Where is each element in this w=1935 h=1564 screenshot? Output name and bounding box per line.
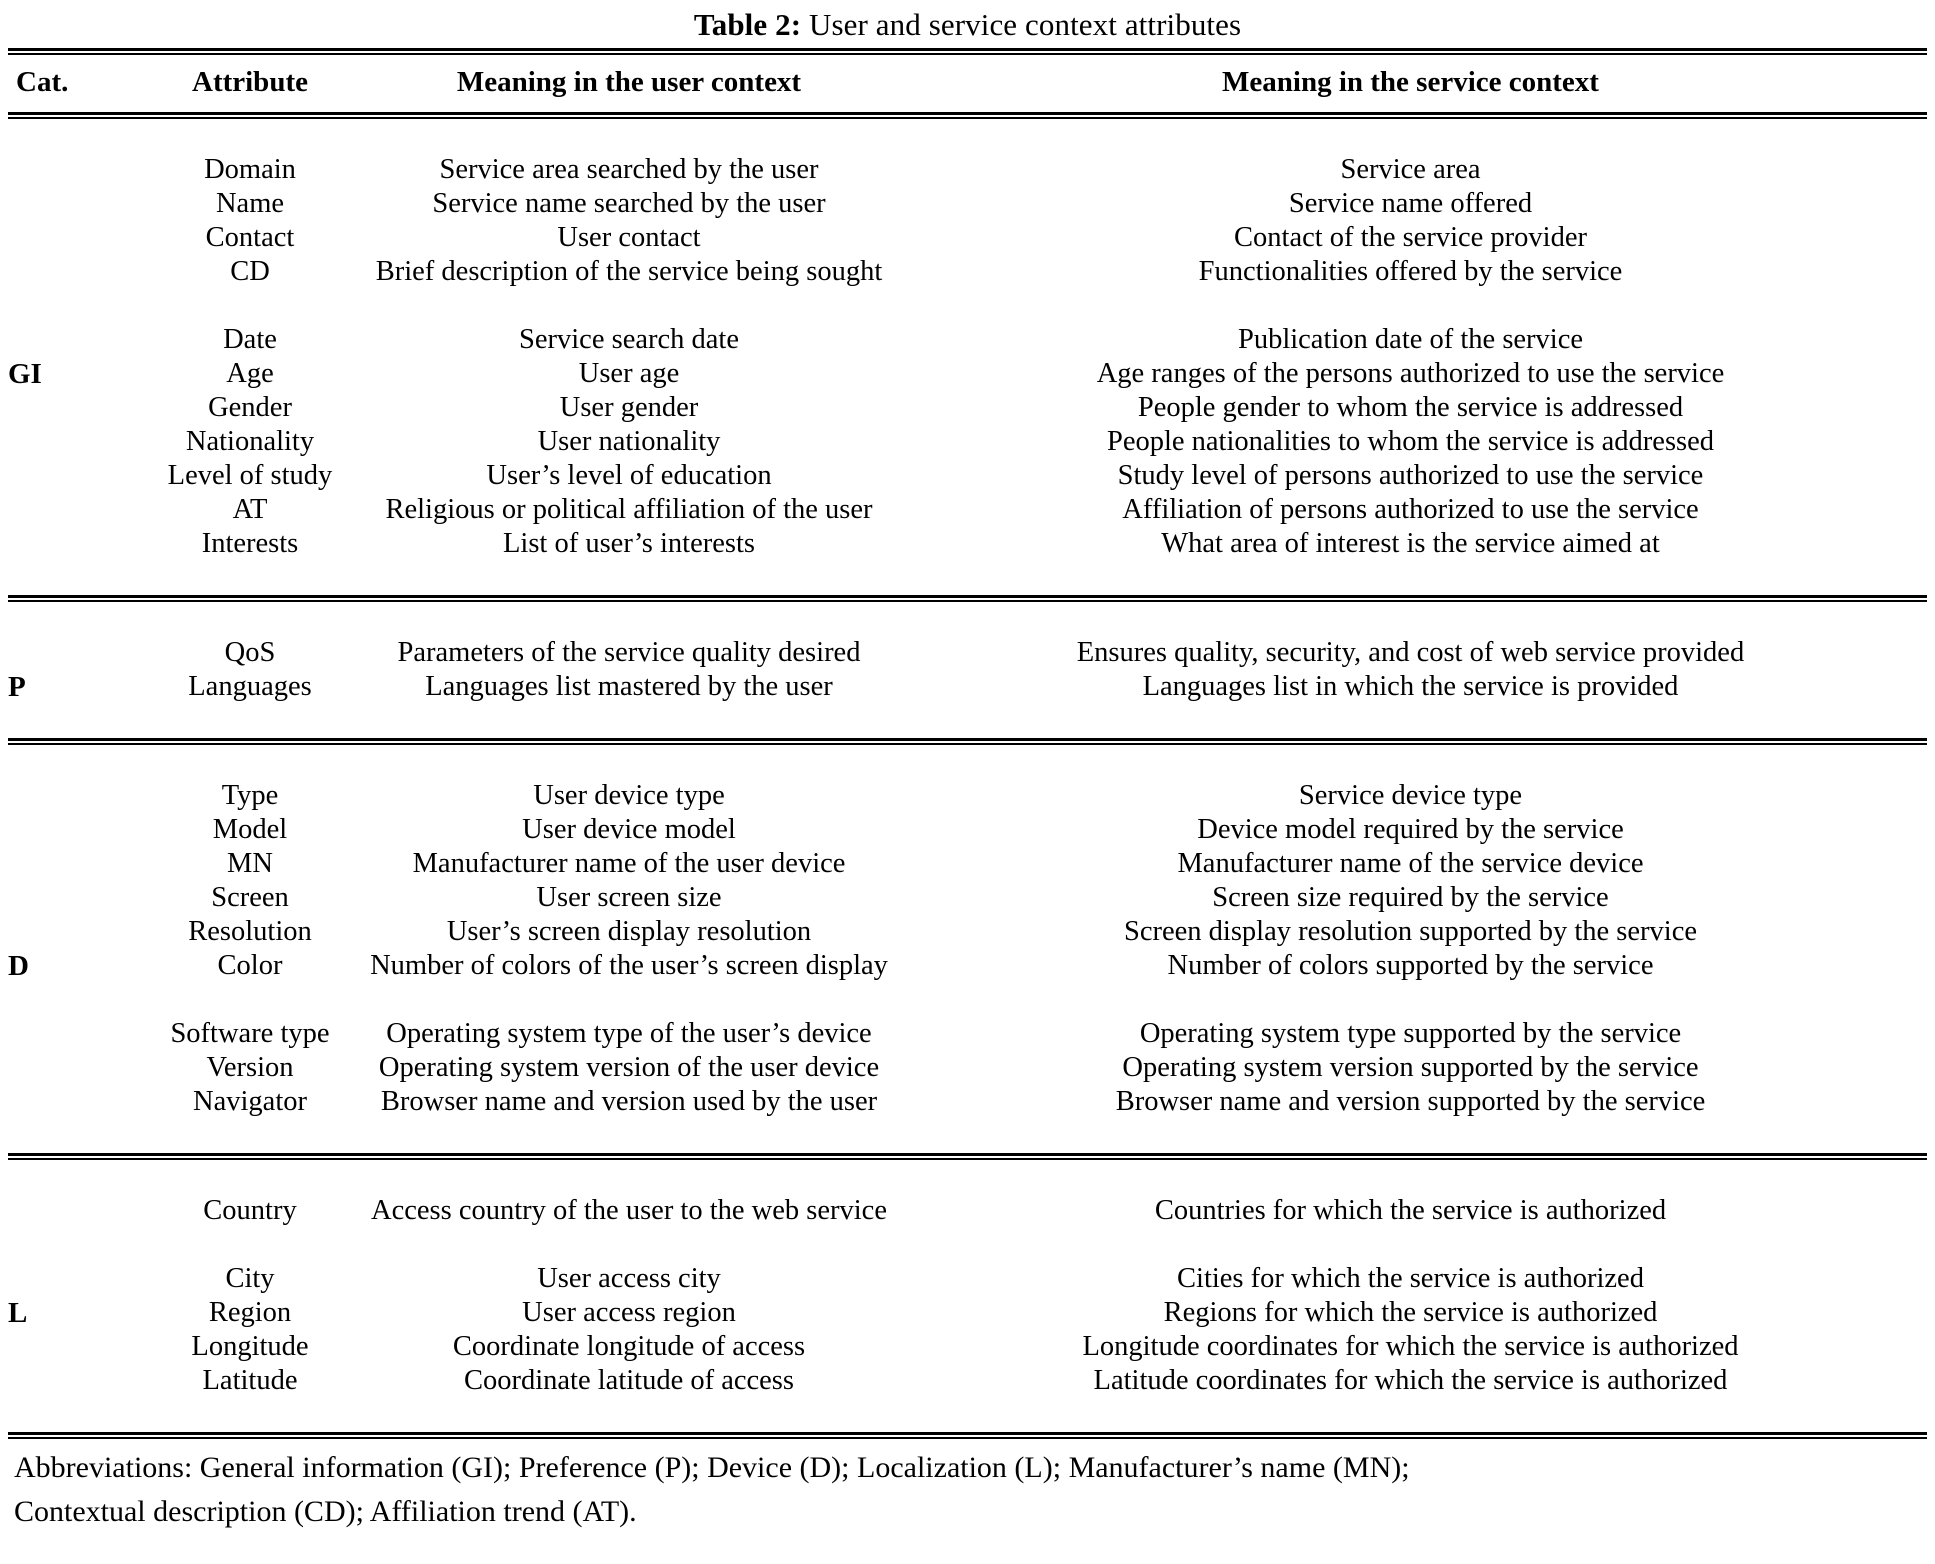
group-gi-pad-bottom [8,561,1927,595]
row-user-meaning: Coordinate latitude of access [463,1365,794,1396]
table-row [8,670,1927,704]
table-row [8,153,1927,187]
row-user-meaning: User’s screen display resolution [446,916,812,947]
table-row [8,1296,1927,1330]
table-top-rule [8,48,1927,55]
row-service-meaning: What area of interest is the service aimed at [1161,528,1660,559]
group-p-pad-top [8,602,1927,636]
row-user-meaning: User age [578,358,680,389]
table-row [8,493,1927,527]
table-row [8,323,1927,357]
header-bottom-rule [8,112,1927,119]
header-cat: Cat. [16,66,69,98]
row-service-meaning: Longitude coordinates for which the service is authorized [1082,1331,1739,1362]
row-service-meaning: Number of colors supported by the service [1167,950,1654,981]
header-rule-cell [8,112,1927,119]
row-attribute: Interests [201,528,299,559]
header-user-context: Meaning in the user context [456,66,802,98]
row-user-meaning: Operating system version of the user device [378,1052,880,1083]
row-attribute: Color [217,950,283,981]
row-service-meaning: Age ranges of the persons authorized to use the service [1096,358,1725,389]
row-service-meaning: Cities for which the service is authorized [1177,1263,1644,1294]
group-p-pad-bottom [8,704,1927,738]
table-header [8,55,1927,119]
row-attribute: City [225,1263,275,1294]
row-attribute: Languages [188,671,312,702]
table-row [8,255,1927,323]
table-row [8,949,1927,1017]
row-user-meaning: Access country of the user to the web service [371,1195,887,1226]
group-separator-rule [8,1153,1927,1160]
group-rule-cell [8,738,1927,745]
header-service-context: Meaning in the service context [1222,66,1599,98]
table-row [8,779,1927,813]
table-row [8,915,1927,949]
row-service-meaning: Regions for which the service is authorized [1163,1297,1658,1328]
group-gi-label: GI [8,358,42,390]
header-row [8,55,1927,112]
row-attribute: Gender [208,392,292,423]
group-rule-cell [8,1153,1927,1160]
group-l-label: L [8,1297,28,1329]
row-attribute: Name [215,188,285,219]
row-service-meaning: Latitude coordinates for which the service is authorized [1093,1365,1728,1396]
group-separator-rule [8,738,1927,745]
row-attribute: Navigator [193,1086,307,1117]
table-row [8,221,1927,255]
table-row [8,1017,1927,1051]
footnote-line-1: Abbreviations: General information (GI); Preference (P); Device (D); Localization (L); Manufacturer’s name (MN); [14,1451,1410,1484]
footnote-line-2: Contextual description (CD); Affiliation trend (AT). [14,1495,637,1528]
table-row [8,1262,1927,1296]
row-attribute: AT [232,494,268,525]
table-row [8,1364,1927,1398]
row-attribute: Region [208,1297,292,1328]
row-service-meaning: Service name offered [1288,188,1533,219]
table-row [8,187,1927,221]
row-user-meaning: User’s level of education [486,460,772,491]
table-row [8,636,1927,670]
group-p [8,602,1927,738]
table-row [8,1330,1927,1364]
group-gi-pad-top [8,119,1927,153]
group-rule-cell [8,595,1927,602]
row-attribute: Screen [211,882,289,913]
row-user-meaning: Religious or political affiliation of the user [385,494,873,525]
table-row [8,813,1927,847]
row-attribute: Model [212,814,288,845]
row-attribute: Age [226,358,274,389]
table-row [8,425,1927,459]
row-user-meaning: User gender [559,392,699,423]
row-user-meaning: Brief description of the service being sought [375,256,883,287]
group-d-pad-bottom [8,1119,1927,1153]
group-d-pad-top [8,745,1927,779]
row-service-meaning: Operating system type supported by the service [1139,1018,1682,1049]
row-attribute: Longitude [191,1331,309,1362]
row-user-meaning: User device model [522,814,736,845]
row-service-meaning: Manufacturer name of the service device [1177,848,1644,879]
row-user-meaning: List of user’s interests [503,528,755,559]
row-user-meaning: User nationality [537,426,721,457]
group-l-pad-top [8,1160,1927,1194]
row-service-meaning: Publication date of the service [1237,324,1584,355]
row-service-meaning: Service area [1340,154,1481,185]
row-attribute: Latitude [202,1365,298,1396]
table-footnote [8,1439,1927,1534]
row-service-meaning: Contact of the service provider [1234,222,1587,253]
group-rule-gi [8,595,1927,602]
row-service-meaning: Countries for which the service is authorized [1154,1195,1667,1226]
table-row [8,881,1927,915]
group-rule-d [8,1153,1927,1160]
row-service-meaning: Screen display resolution supported by the service [1123,916,1698,947]
row-attribute: Software type [170,1018,330,1049]
group-d [8,745,1927,1153]
row-user-meaning: User access city [537,1263,721,1294]
row-user-meaning: Manufacturer name of the user device [412,848,846,879]
row-attribute: Domain [204,154,296,185]
row-user-meaning: Service search date [519,324,739,355]
row-service-meaning: Screen size required by the service [1212,882,1609,913]
group-l [8,1160,1927,1432]
row-user-meaning: User device type [533,780,725,811]
row-attribute: QoS [224,637,276,668]
row-user-meaning: Service area searched by the user [439,154,819,185]
row-service-meaning: Operating system version supported by the service [1122,1052,1699,1083]
row-service-meaning: Browser name and version supported by the service [1115,1086,1706,1117]
row-attribute: CD [230,256,270,287]
row-attribute: Level of study [167,460,333,491]
row-service-meaning: Service device type [1298,780,1523,811]
context-attributes-table [8,55,1927,1432]
group-rule-p [8,738,1927,745]
row-service-meaning: People gender to whom the service is addressed [1137,392,1684,423]
table-row [8,527,1927,561]
row-attribute: Contact [205,222,295,253]
table-row [8,1085,1927,1119]
table-bottom-rule [8,1432,1927,1439]
row-user-meaning: Operating system type of the user’s device [386,1018,872,1049]
table-caption-label: Table 2: [693,7,802,42]
header-attribute: Attribute [192,66,308,98]
row-attribute: Type [221,780,279,811]
group-gi [8,119,1927,595]
row-user-meaning: User access region [522,1297,736,1328]
table-caption [8,0,1927,48]
row-user-meaning: Languages list mastered by the user [425,671,833,702]
row-service-meaning: Functionalities offered by the service [1198,256,1623,287]
row-attribute: Resolution [188,916,312,947]
group-separator-rule [8,595,1927,602]
row-user-meaning: Parameters of the service quality desired [397,637,861,668]
row-service-meaning: Study level of persons authorized to use the service [1117,460,1704,491]
row-service-meaning: Ensures quality, security, and cost of web service provided [1076,637,1745,668]
row-attribute: Country [203,1195,297,1226]
table-caption-text: User and service context attributes [809,7,1242,42]
row-user-meaning: Browser name and version used by the user [380,1086,878,1117]
table-row [8,391,1927,425]
row-attribute: Nationality [185,426,315,457]
row-attribute: Date [223,324,277,355]
row-attribute: Version [206,1052,294,1083]
table-row [8,847,1927,881]
row-user-meaning: User contact [557,222,701,253]
row-user-meaning: User screen size [536,882,722,913]
row-user-meaning: Number of colors of the user’s screen display [370,950,888,981]
table-row [8,1194,1927,1262]
row-user-meaning: Service name searched by the user [432,188,826,219]
group-d-label: D [8,950,29,982]
table-row [8,1051,1927,1085]
table-row [8,459,1927,493]
row-attribute: MN [227,848,273,879]
header-rule-row [8,112,1927,119]
table-row [8,357,1927,391]
group-l-pad-bottom [8,1398,1927,1432]
group-p-label: P [8,671,26,703]
row-user-meaning: Coordinate longitude of access [452,1331,806,1362]
row-service-meaning: Languages list in which the service is provided [1142,671,1679,702]
row-service-meaning: Device model required by the service [1197,814,1624,845]
row-service-meaning: People nationalities to whom the service is addressed [1106,426,1715,457]
row-service-meaning: Affiliation of persons authorized to use the service [1122,494,1699,525]
